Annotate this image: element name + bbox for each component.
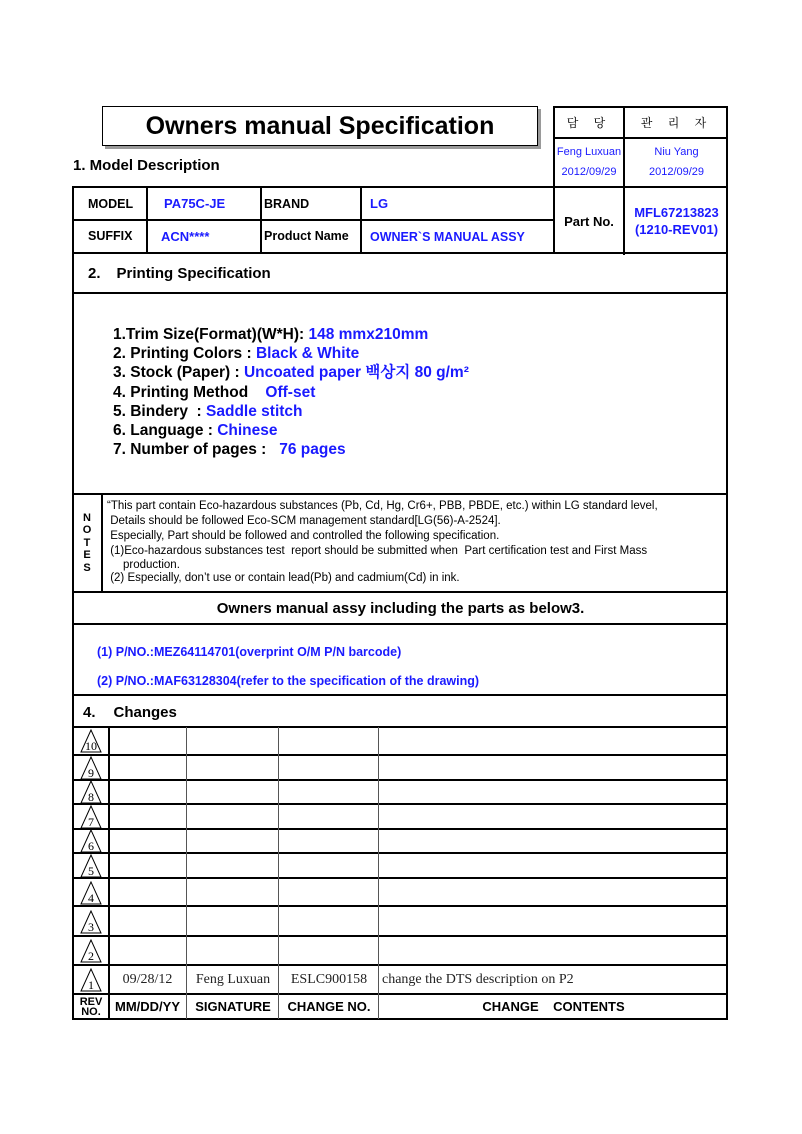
- changes-title: Changes: [113, 704, 177, 721]
- assy-parts-list: [97, 638, 479, 695]
- changes-row-rev-1: [73, 966, 728, 993]
- part-no-value: MFL67213823: [634, 205, 719, 220]
- changes-row-line: [72, 803, 728, 805]
- change-signature: Feng Luxuan: [195, 971, 271, 987]
- changes-row-line: [72, 905, 728, 907]
- changes-header-row: [73, 995, 728, 1018]
- approval-header-manager: 관 리 자: [640, 116, 713, 130]
- col-header-date: MM/DD/YY: [115, 999, 180, 1014]
- rev-triangle-icon: 1: [79, 968, 103, 992]
- rev-triangle-icon: 7: [79, 805, 103, 829]
- changes-row-line: [72, 877, 728, 879]
- changes-number: 4.: [83, 704, 96, 721]
- approval-manager-cell: [625, 138, 728, 186]
- section-divider: [72, 623, 728, 625]
- col-header-signature: SIGNATURE: [195, 999, 271, 1014]
- rev-triangle-icon: 8: [79, 780, 103, 804]
- suffix-value: ACN****: [161, 229, 210, 244]
- approval-in-charge-cell: [555, 138, 623, 186]
- spec-item-printing-colors: 2. Printing Colors : Black & White: [113, 345, 360, 363]
- model-value: PA75C-JE: [164, 196, 226, 211]
- model-table-right-border: [553, 186, 555, 252]
- brand-label: BRAND: [264, 196, 310, 211]
- col-header-rev-no: REV NO.: [79, 995, 103, 1018]
- model-table-top-border: [72, 186, 554, 188]
- spec-item-trim-size: 1.Trim Size(Format)(W*H): 148 mmx210mm: [113, 326, 429, 343]
- model-table-col-divider: [260, 186, 262, 252]
- changes-row-line: [72, 726, 728, 728]
- changes-row-line: [72, 852, 728, 854]
- approval-block: [553, 106, 728, 253]
- change-contents: change the DTS description on P2: [382, 971, 574, 987]
- col-header-change-contents: CHANGE CONTENTS: [482, 999, 625, 1014]
- spec-item-number-of-pages: 7. Number of pages : 76 pages: [113, 441, 346, 459]
- changes-row-line: [72, 935, 728, 937]
- notes-line: (1)Eco-hazardous substances test report should be submitted when Part certification test and First Mass: [107, 545, 648, 557]
- changes-row-line: [72, 779, 728, 781]
- rev-triangle-icon: 5: [79, 854, 103, 878]
- spec-item-bindery: 5. Bindery : Saddle stitch: [113, 402, 303, 420]
- document-title: Owners manual Specification: [102, 106, 538, 146]
- printing-spec-list: [113, 325, 469, 459]
- part-no-cell: [625, 188, 728, 254]
- part-no-revision: (1210-REV01): [634, 222, 719, 237]
- assy-part-item: (2) P/NO.:MAF63128304(refer to the specification of the drawing): [97, 673, 480, 688]
- rev-triangle-icon: 3: [79, 910, 103, 934]
- assy-part-item: (1) P/NO.:MEZ64114701(overprint O/M P/N barcode): [97, 645, 402, 659]
- col-header-change-no: CHANGE NO.: [287, 999, 371, 1014]
- change-date: 09/28/12: [122, 971, 173, 987]
- changes-row-line: [72, 828, 728, 830]
- spec-item-language: 6. Language : Chinese: [113, 422, 278, 440]
- section-divider: [72, 292, 728, 294]
- changes-heading: [83, 704, 177, 721]
- section-model-description-title: 1. Model Description: [73, 157, 220, 174]
- change-number: ESLC900158: [290, 971, 368, 987]
- part-no-label: Part No.: [564, 213, 614, 229]
- notes-line: Especially, Part should be followed and controlled the following specification.: [107, 530, 500, 542]
- rev-triangle-icon: 6: [79, 829, 103, 853]
- section-divider: [72, 493, 728, 495]
- notes-label: N O T E S: [82, 511, 92, 574]
- section-divider: [72, 694, 728, 696]
- approval-manager-date: 2012/09/29: [648, 166, 705, 178]
- notes-line: production.: [123, 559, 180, 571]
- changes-bottom-border: [72, 1018, 728, 1020]
- notes-line: (2) Especially, don’t use or contain lead(Pb) and cadmium(Cd) in ink.: [107, 572, 460, 584]
- spec-item-stock: 3. Stock (Paper) : Uncoated paper 백상지 80 g/m²: [113, 364, 469, 382]
- model-label: MODEL: [88, 196, 134, 211]
- notes-text: [107, 499, 722, 586]
- assy-heading: Owners manual assy including the parts as below3.: [216, 599, 585, 617]
- notes-column-divider: [101, 494, 103, 592]
- rev-triangle-icon: 2: [79, 939, 103, 963]
- approval-in-charge-name: Feng Luxuan: [556, 146, 622, 158]
- printing-spec-heading: [88, 254, 271, 292]
- model-table-col-divider: [360, 186, 362, 252]
- printing-spec-number: 2.: [88, 264, 101, 282]
- changes-row-line: [72, 754, 728, 756]
- notes-line: “This part contain Eco-hazardous substances (Pb, Cd, Hg, Cr6+, PBB, PBDE, etc.) within LG standard level,: [107, 500, 658, 512]
- rev-triangle-icon: 9: [79, 756, 103, 780]
- notes-line: Details should be followed Eco-SCM management standard[LG(56)-A-2524].: [107, 515, 501, 527]
- printing-spec-title: Printing Specification: [116, 264, 271, 282]
- rev-triangle-icon: 4: [79, 881, 103, 905]
- product-name-value: OWNER`S MANUAL ASSY: [370, 229, 525, 244]
- suffix-label: SUFFIX: [88, 228, 133, 243]
- brand-value: LG: [370, 196, 389, 211]
- rev-triangle-icon: 10: [79, 729, 103, 753]
- model-table-col-divider: [146, 186, 148, 252]
- approval-manager-name: Niu Yang: [654, 146, 699, 158]
- product-name-label: Product Name: [264, 228, 349, 243]
- spec-item-printing-method: 4. Printing Method Off-set: [113, 383, 316, 401]
- approval-header-in-charge: 담 당: [566, 116, 612, 130]
- approval-in-charge-date: 2012/09/29: [561, 166, 617, 178]
